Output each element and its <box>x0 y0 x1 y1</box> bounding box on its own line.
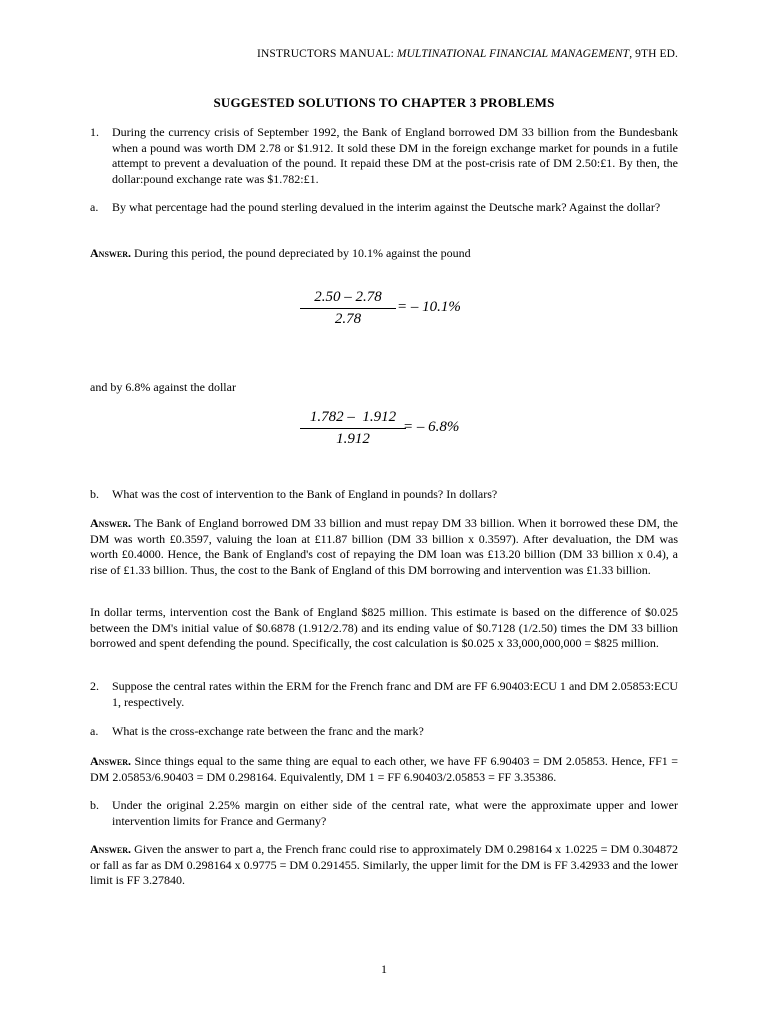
answer-1b-dollars: In dollar terms, intervention cost the Bank of England $825 million. This estimate is based on the difference of $0.025 between the DM's initial value of $0.6878 (1.912/2.78) and its ending value of $0.7128 (1/2.50) times the DM 33 billion borrowed and spent defending the pound. Specifically, the cost calculation is $0.025 x 33,000,000,000 = $825 million. <box>90 605 678 650</box>
formula-numerator: 1.782 – 1.912 <box>309 409 397 425</box>
question-text: During the currency crisis of September 1992, the Bank of England borrowed DM 33 billion from the Bundesbank when a pound was worth DM 2.78 or $1.912. It sold these DM in the foreign exchange market for pounds in a futile attempt to prevent a devaluation of the pound. It repaid these DM at the post-crisis rate of DM 2.50:£1. By then, the dollar:pound exchange rate was $1.782:£1. <box>112 125 678 186</box>
formula-pound-vs-dollar <box>300 409 500 459</box>
answer-1a-continued: and by 6.8% against the dollar <box>90 380 236 394</box>
running-header <box>90 48 678 60</box>
formula-denominator: 1.912 <box>336 431 370 447</box>
formula-denominator: 2.78 <box>334 311 362 327</box>
question-number: b. <box>90 798 99 812</box>
answer-1a <box>90 246 678 262</box>
question-text: What was the cost of intervention to the Bank of England in pounds? In dollars? <box>112 487 498 501</box>
answer-text: The Bank of England borrowed DM 33 billion and must repay DM 33 billion. When it borrowed these DM, the DM was worth £0.3597, valuing the loan at £11.87 billion (DM 33 billion x 0.3597). After devaluation, the DM was worth £0.4000. Hence, the Bank of England's cost of repaying the DM loan was £13.20 billion (DM 33 billion x 0.4), a rise of £1.33 billion. Thus, the cost to the Bank of England of this DM borrowing and intervention was £1.33 billion. <box>90 516 678 577</box>
answer-text: Given the answer to part a, the French franc could rise to approximately DM 0.298164 x 1.0225 = DM 0.304872 or fall as far as DM 0.298164 x 0.9775 = DM 0.291455. Similarly, the upper limit for the DM is FF 3.42933 and the lower limit is FF 3.27840. <box>90 842 678 887</box>
answer-2a <box>90 754 678 785</box>
question-2a <box>90 724 678 740</box>
question-1b <box>90 487 678 503</box>
answer-2b <box>90 842 678 889</box>
question-number: a. <box>90 724 99 738</box>
page-title: SUGGESTED SOLUTIONS TO CHAPTER 3 PROBLEMS <box>213 95 555 110</box>
question-number: 1. <box>90 125 99 139</box>
question-number: a. <box>90 200 99 214</box>
question-1a <box>90 200 678 216</box>
formula-result: = – 10.1% <box>397 299 461 315</box>
fraction-bar <box>300 428 406 429</box>
answer-text: During this period, the pound depreciated by 10.1% against the pound <box>131 246 471 260</box>
question-text: Under the original 2.25% margin on either side of the central rate, what were the approximate upper and lower intervention limits for France and Germany? <box>112 798 678 828</box>
question-number: 2. <box>90 679 99 693</box>
answer-text: Since things equal to the same thing are equal to each other, we have FF 6.90403 = DM 2.05853. Hence, FF1 = DM 2.05853/6.90403 = DM 0.298164. Equivalently, DM 1 = FF 6.90403/2.05853 = FF 3.35386. <box>90 754 678 784</box>
header-suffix: , 9TH ED. <box>629 48 678 60</box>
header-book-title: MULTINATIONAL FINANCIAL MANAGEMENT <box>396 48 630 60</box>
formula-result: = – 6.8% <box>403 419 460 435</box>
formula-pound-vs-dm <box>300 289 500 339</box>
answer-1b <box>90 516 678 578</box>
question-number: b. <box>90 487 99 501</box>
answer-label: Answer. <box>90 246 132 260</box>
page-number: 1 <box>381 962 387 976</box>
question-2 <box>90 679 678 710</box>
answer-label: Answer. <box>90 842 132 856</box>
question-text: What is the cross-exchange rate between the franc and the mark? <box>112 724 424 738</box>
formula-numerator: 2.50 – 2.78 <box>314 289 382 305</box>
question-text: By what percentage had the pound sterling devalued in the interim against the Deutsche mark? Against the dollar? <box>112 200 661 214</box>
answer-label: Answer. <box>90 516 132 530</box>
question-1 <box>90 125 678 187</box>
answer-label: Answer. <box>90 754 132 768</box>
question-text: Suppose the central rates within the ERM for the French franc and DM are FF 6.90403:ECU 1 and DM 2.05853:ECU 1, respectively. <box>112 679 678 709</box>
fraction-bar <box>300 308 396 309</box>
header-prefix: INSTRUCTORS MANUAL: <box>257 48 397 60</box>
question-2b <box>90 798 678 829</box>
